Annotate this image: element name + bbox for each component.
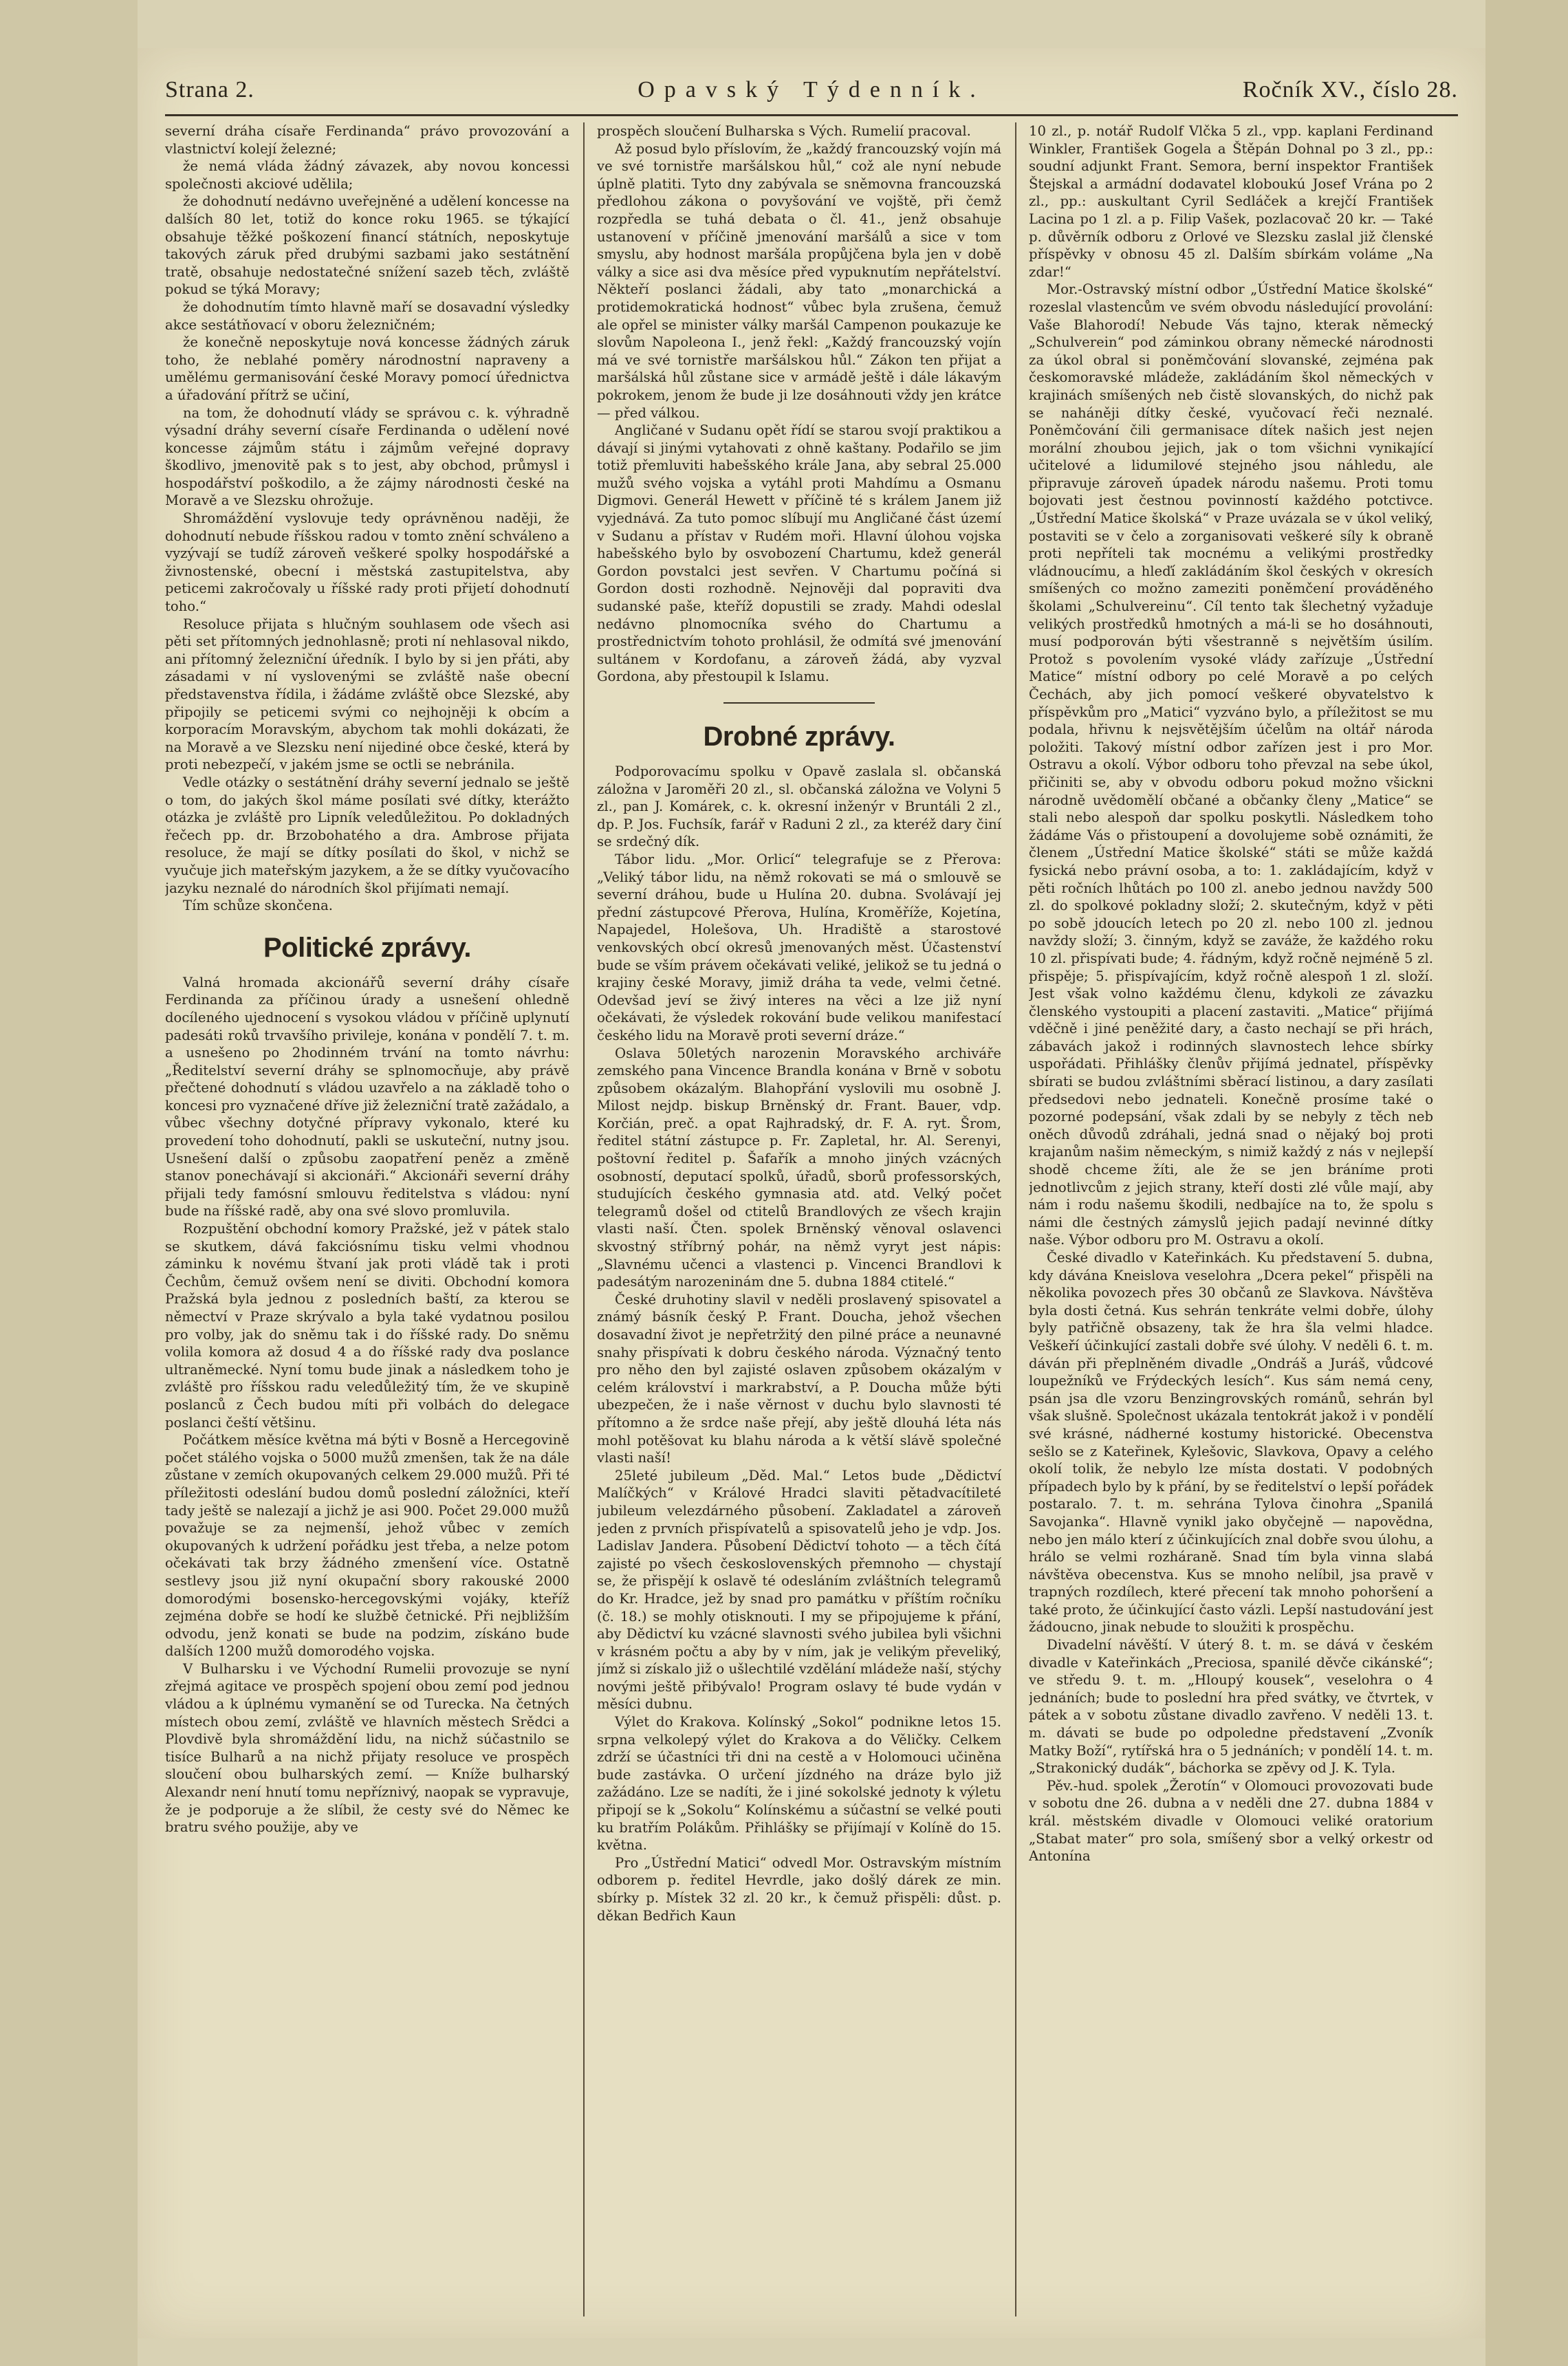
paragraph: Rozpuštění obchodní komory Pražské, jež v pátek stalo se skutkem, dává fakciósnímu tisku velmi vhodnou záminku k novému štvaní jak proti vládě tak i proti Čechům, čemuž ovšem není se diviti. Obchodní komora Pražská byla jednou z posledních baští, za kterou se němectví v Praze skrývalo a byla také vydatnou posilou pro volby, jak do sněmu tak i do říšské rady. Do sněmu volila komora až dosud 4 a do říšské rady dva poslance ultraněmecké. Nyní tomu bude jinak a následkem toho je zvláště pro říšskou radu veledůležitý tím, že ve skupině poslanců z Čech budou míti při volbách do delegace poslanci čeští většinu.: [165, 1221, 569, 1431]
section-rule: [723, 702, 875, 704]
paragraph: Tábor lidu. „Mor. Orlicí“ telegrafuje se z Přerova: „Veliký tábor lidu, na němž rokovati se má o smlouvě se severní dráhou, bude u Hulína 20. dubna. Svolávají jej přední zástupcové Přerova, Hulína, Kroměříže, Kojetína, Napajedel, Holešova, Uh. Hradiště a starostové venkovských obcí okresů jmenovaných měst. Účastenství bude se vším právem očekávati veliké, jelikož se tu jedná o krajiny české Moravy, jimiž dráha ta vede, velmi četné. Odevšad jeví se živý interes na věci a lze již nyní očekávati, že výsledek rokování bude velikou manifestací českého lidu na Moravě proti severní dráze.“: [597, 851, 1001, 1043]
header-rule: [165, 114, 1458, 116]
scan-right-margin: [1485, 0, 1568, 2366]
column-2: [597, 122, 1001, 2316]
newspaper-title: Opavský Týdenník.: [638, 77, 986, 102]
paragraph: Divadelní návěští. V úterý 8. t. m. se dává v českém divadle v Kateřinkách „Preciosa, spanilé děvče cikánské“; ve středu 9. t. m. „Hloupý kousek“, veselohra o 4 jednáních; bude to poslední hra před svátky, ve čtvrtek, v pátek a v sobotu zůstane divadlo zavřeno. V neděli 13. t. m. dávati se bude po odpoledne představení „Zvoník Matky Boží“, rytířská hra o 5 jednáních; v pondělí 14. t. m. „Strakonický dudák“, báchorka se zpěvy od J. K. Tyla.: [1029, 1637, 1433, 1777]
paragraph: prospěch sloučení Bulharska s Vých. Rumelií pracoval.: [597, 123, 971, 139]
paragraph: Podporovacímu spolku v Opavě zaslala sl. občanská záložna v Jaroměři 20 zl., sl. občanská záložna ve Volyni 5 zl., pan J. Komárek, c. k. okresní inženýr v Bruntáli 2 zl., dp. P. Jos. Fuchsík, farář v Raduni 2 zl., za kteréž dary činí se srdečný dík.: [597, 763, 1001, 850]
paragraph: České divadlo v Kateřinkách. Ku představení 5. dubna, kdy dávána Kneislova veselohra „Dcera pekel“ přispěli na několika povozech přes 30 občanů ze Slavkova. Návštěva byla dosti četná. Kus sehrán tenkráte velmi dobře, úlohy byly patřičně obsazeny, tak že hra šla velmi hladce. Veškeří účinkující zastali dobře své úlohy. V neděli 6. t. m. dáván při přeplněném divadle „Ondráš a Juráš, vůdcové loupežníků ve Frýdeckých lesích“. Kus sám nemá ceny, psán jsa dle vzoru Benzingrovských románů, sehrán byl však slušně. Společnost ukázala tentokrát jakož i v pondělí své krásné, nádherné kostumy historické. Obecenstva sešlo se z Kateřinek, Kylešovic, Slavkova, Opavy a celého okolí tolik, že nebylo lze místa dostati. V podobných případech bylo by k přání, by se ředitelství o lepší pořádek postaralo. 7. t. m. sehrána Tylova činohra „Spanilá Savojanka“. Hlavně vynikl jako obyčejně — napovědna, nebo jen málo kterí z účinkujících znal dobře svou úlohu, a hrálo se velmi rozháraně. Snad tím byla vinna slabá návštěva obecenstva. Kus se mnoho nelíbil, jsa pravě v trapných rozdílech, které přecení tak mnoho pohoršení a také proto, že účinkující často vázli. Lepší nastudování jest žádoucno, jinak nebude to sloužiti k prospěchu.: [1029, 1250, 1433, 1636]
page-number: Strana 2.: [165, 77, 254, 102]
paragraph: Oslava 50letých narozenin Moravského archiváře zemského pana Vincence Brandla konána v Brně v sobotu způsobem okázalým. Blahopřání vyslovili mu osobně J. Milost nejdp. biskup Brněnský dr. Frant. Bauer, vdp. Korčián, preč. a opat Rajhradský, dr. F. A. ryt. Šrom, ředitel státní zástupce p. Fr. Zapletal, hr. Al. Serenyi, poštovní ředitel p. Šafařík a mnoho jiných vzácných osobností, deputací spolků, úřadů, sborů professorských, studujících českého gymnasia atd. atd. Velký počet telegramů došel od ctitelů Brandlových ze všech krajin vlasti naší. Čten. spolek Brněnský věnoval oslavenci skvostný stříbrný pohár, na němž vyryt jest nápis: „Slavnému učenci a vlastenci p. Vincenci Brandlovi k padesátým narozeninám dne 5. dubna 1884 ctitelé.“: [597, 1045, 1001, 1290]
paragraph: Vedle otázky o sestátnění dráhy severní jednalo se ještě o tom, do jakých škol máme posílati své dítky, kterážto otázka je zvláště pro Lipník veledůležitou. Po dokladných řečech pp. dr. Brzobohatého a dra. Ambrose přijata resoluce, že mají se dítky posílati do škol, v nichž se vyučuje jich mateřským jazykem, a že se dítky vyučovacího jazyku neznalé do národních škol přijímati nemají.: [165, 774, 569, 896]
paragraph: Mor.-Ostravský místní odbor „Ústřední Matice školské“ rozeslal vlastencům ve svém obvodu následující provolání: Vaše Blahorodí! Nebude Vás tajno, kterak německý „Schulverein“ pod záminkou obrany německé národnosti za úkol obral si poněmčování slovanské, zejména pak českomoravské mládeže, zakládáním škol německých v krajinách smíšených neb čistě slovanských, do nichž pak se naháněji dítky české, vyučovací řeči neznalé. Poněmčování čili germanisace dítek našich jest nejen morální zhoubou jejich, jak o tom všichni vynikající učitelové a lidumilové stejného jsou náhledu, ale připravuje zároveň úpadek národu našemu. Proti tomu bojovati jest čestnou povinností každého potctivce. „Ústřední Matice školská“ v Praze uvázala se v úkol veliký, postaviti se v čelo a zorganisovati veškeré síly k obraně proti nepříteli tak mocnému a velikými prostředky vládnoucímu, a hleďí zakládáním škol českých v okresích smíšených co možno zameziti poněmčení prováděného školami „Schulvereinu“. Cíl tento tak šlechetný vyžaduje velikých prostředků hmotných a má-li se ho dosáhnouti, musí podporován býti všestranně s největším úsilím. Protož s povolením vysoké vlády zařízuje „Ústřední Matice“ místní odbory po celé Moravě a po celých Čechách, aby jich pomocí veškeré obyvatelstvo k příspěvkům pro „Matici“ vyzváno bylo, a příležitost se mu podala, hřivnu k nejsvětějším účelům na oltář národa položiti. Takový místní odbor zařízen jest i pro Mor. Ostravu a okolí. Výbor odboru toho převzal na sebe úkol, přičiniti se, aby v obvodu odboru pokud možno všickni národně uvědomělí občané a občanky členy „Matice“ se stali nebo alespoň dar spolku poskytli. Následkem toho žádáme Vás o přistoupení a dovolujeme sobě oznámiti, že členem „Ústřední Matice školské“ státi se může každá fysická nebo právní osoba, a to: 1. zakládajícím, když v pěti ročních lhůtách po 100 zl. anebo jednou navždy 500 zl. do spolkové pokladny složí; 2. skutečným, když v pěti po sobě jdoucích letech po 20 zl. nebo 100 zl. jednou navždy složí; 3. činným, když se zaváže, že každého roku 10 zl. přispívati bude; 4. řádným, když ročně nejméně 5 zl. přispěje; 5. přispívajícím, když ročně alespoň 1 zl. složí. Jest však volno každému členu, kdykoli ze závazku členského vystoupiti a placení zastaviti. „Matice“ přijímá vděčně i jiné peněžité dary, a často nechají se při hrách, zábavách jakož i rodinných slavnostech lehce sbírky uspořádati. Přihlášky členův přijímá jednatel, příspěvky sbírati se budou zvláštními sběrací listinou, a dary zasílati předsedovi nebo jednateli. Konečně prosíme také o pozorné podepsání, však zdali by se nebyly z těch neb oněch důvodů zdráhali, jedná snad o nějaký boj proti krajanům našim německým, s nimiž každý z nás v nejlepší shodě chceme žíti, ale že se jen bráníme proti jednotlivcům z jejich strany, kteří dosti zlé vůle mají, aby nám i rodu našemu škodili, nedbajíce na to, že spolu s námi dle čestných zámyslů jejich padají nevinné dítky naše. Výbor odboru pro M. Ostravu a okolí.: [1029, 281, 1433, 1248]
paragraph: Resoluce přijata s hlučným souhlasem ode všech asi pěti set přítomných jednohlasně; proti ní nehlasoval nikdo, ani přítomný železniční úředník. I bylo by si jen přáti, aby zásadami v ní vyslovenými se zvláště naše obecní představenstva řídila, i žádáme zvláště obce Slezské, aby připojily se peticemi svými co nejhojněji k obcím a korporacím Moravským, abychom tak mohli dokázati, že na Moravě a ve Slezsku není nijediné obce české, která by proti nebezpečí, v jakém jsme se octli se nebránila.: [165, 616, 569, 773]
paragraph: na tom, že dohodnutí vlády se správou c. k. výhradně výsadní dráhy severní císaře Ferdinanda o udělení nové koncesse zájmům státu i zájmům veřejné dopravy škodlivo, jmenovitě pak s to jest, aby obchod, průmysl i hospodářství poškodilo, a že zájmy národnosti české na Moravě a ve Slezsku ohrožuje.: [165, 404, 569, 509]
section-heading: Politické zprávy.: [263, 932, 471, 963]
paragraph: Valná hromada akcionářů severní dráhy císaře Ferdinanda za příčinou úrady a usnešení ohledně docíleného ujednocení s vysokou vládou v příčině uplynutí padesáti roků trvavšího privileje, konána v pondělí 7. t. m. a usnešeno po 2hodinném trvání na tomto návrhu: „Ředitelství severní dráhy se splnomocňuje, aby právě přečtené dohodnutí s vládou uzavřelo a na základě toho o koncesi pro vyznačené dříve již železniční tratě zažádalo, a vůbec všechny dotyčné přípravy vykonalo, které ku provedení toho dohodnutí, pakli se uskuteční, nutny jsou. Usnešení další o způsobu zaopatření peněz a změně stanov ponechávají si akcionáři.“ Akcionáři severní dráhy přijali tedy famósní smlouvu ředitelstva s vládou: nyní bude na říšské radě, aby ona své slovo promluvila.: [165, 974, 569, 1219]
scan-left-margin: [0, 0, 138, 2366]
paragraph: že nemá vláda žádný závazek, aby novou koncessi společnosti akciové udělila;: [165, 158, 569, 192]
paragraph: Počátkem měsíce května má býti v Bosně a Hercegovině počet stálého vojska o 5000 mužů zmenšen, tak že na dále zůstane v zemích okupovaných celkem 29.000 mužů. Při té příležitosti odeslání budou domů poslední záložníci, kteří tady ještě se nalezají a jichž je asi 900. Počet 29.000 mužů považuje se za nejmenší, jehož vůbec v zemích okupovaných k udržení pořádku jest třeba, a nelze potom očekávati tak brzy žádného zmenšení více. Ostatně sestlevy jsou již nyní okupační sbory rakouské 2000 domorodými bosensko-hercegovskými vojáky, kteříž zejména dobře se hodí ke službě četnické. Při nejbližším odvodu, jenž konati se bude na podzim, získáno bude dalších 1200 mužů domorodého vojska.: [165, 1432, 569, 1660]
paragraph: Výlet do Krakova. Kolínský „Sokol“ podnikne letos 15. srpna velkolepý výlet do Krakova a do Věličky. Celkem zdrží se účastníci tři dni na cestě a v Holomouci učiněna bude zastávka. O určení jízdného na dráze bylo již zažádáno. Lze se nadíti, že i jiné sokolské jednoty k výletu připojí se k „Sokolu“ Kolínskému a súčastní se velké pouti ku bratřím Polákům. Přihlášky se přijímají v Kolíně do 15. května.: [597, 1714, 1001, 1854]
column-1: [165, 122, 569, 2316]
paragraph: Pro „Ústřední Matici“ odvedl Mor. Ostravským místním odborem p. ředitel Hevrdle, jako došlý dárek ze min. sbírky p. Místek 32 zl. 20 kr., k čemuž přispěli: důst. p. děkan Bedřich Kaun: [597, 1854, 1001, 1924]
paragraph: České druhotiny slavil v neděli proslavený spisovatel a známý básník český P. Frant. Doucha, jehož všechen dosavadní život je nepřetržitý den pilné práce a neunavné snahy přispívati k dobru českého národa. Význačný tento pro něho den byl zajisté oslaven způsobem okázalým v celém království i markrabství, a P. Doucha může býti ubezpečen, že i naše věrnost v duchu bylo slavnosti té přítomno a že srdce naše přejí, aby ještě dlouhá léta nás mohl potěšovat ku blahu národa a k větší slávě společné vlasti naší!: [597, 1291, 1001, 1466]
issue-info: Ročník XV., číslo 28.: [1242, 77, 1458, 102]
paragraph: že dohodnutí nedávno uveřejněné a udělení koncesse na dalších 80 let, totiž do konce roku 1965. se týkající obsahuje těžké poškození financí státních, neposkytuje takových záruk před drubými sazbami jako sestátnění tratě, obsahuje nedostatečné snížení sazeb těch, zvláště pokud se týká Moravy;: [165, 193, 569, 298]
column-divider: [583, 122, 585, 2316]
paragraph: že dohodnutím tímto hlavně maří se dosavadní výsledky akce sestátňovací v oboru železničném;: [165, 299, 569, 333]
paragraph: Tím schůze skončena.: [183, 898, 333, 914]
paragraph: Angličané v Sudanu opět řídí se starou svojí praktikou a dávají si jinými vytahovati z ohně kaštany. Podařilo se jim totiž přemluviti habešského krále Jana, aby sebral 25.000 mužů svého vojska a vytáhl proti Mahdímu a Osmanu Digmovi. Generál Hewett v příčině té s králem Janem již vyjednává. Za tuto pomoc slíbují mu Angličané část území v Sudanu a přístav v Rudém moři. Hlavní úlohou vojska habešského bylo by osvobození Chartumu, kdež generál Gordon povstalci jest sevřen. V Chartumu počíná si Gordon dosti rozhodně. Nejnověji dal popraviti dva sudanské paše, kteříž dopustili se zrady. Mahdi odeslal nedávno plnomocníka svého do Chartumu a prostřednictvím tohoto prohlásil, že odmítá své jmenování sultánem v Kordofanu, a zároveň žádá, aby vyzval Gordona, aby přestoupil k Islamu.: [597, 422, 1001, 685]
paragraph: V Bulharsku i ve Východní Rumelii provozuje se nyní zřejmá agitace ve prospěch spojení obou zemí pod jednou vládou a k úplnému vymanění se od Turecka. Na četných místech obou zemí, zvláště ve hlavních městech Srědci a Plovdivě byla shromáždění lidu, na nichž súčastnilo se tisíce Bulharů a na nichž přijaty resoluce ve prospěch sloučení obou bulharských zemí. — Kníže bulharský Alexandr není hnutí tomu nepříznivý, naopak se vypravuje, že je podporuje a že slíbil, že cesty své do Němec ke bratru svého použije, aby ve: [165, 1660, 569, 1836]
paragraph: severní dráha císaře Ferdinanda“ právo provozování a vlastnictví kolejí železné;: [165, 123, 569, 157]
page-header: [165, 70, 1458, 118]
paragraph: Shromáždění vyslovuje tedy oprávněnou naději, že dohodnutí nebude říšskou radou v tomto znění schváleno a vyzývají se tudíž zároveň veškeré spolky hospodářské a živnostenské, obecní i městská zastupitelstva, aby peticemi zakročovaly u říšské rady proti přijetí dohodnutí toho.“: [165, 510, 569, 615]
paragraph: 25leté jubileum „Děd. Mal.“ Letos bude „Dědictví Malíčkých“ v Králové Hradci slaviti pětadvacítileté jubileum velezdárného působení. Zakladatel a zároveň jeden z prvních přispívatelů a spisovatelů jeho je vdp. Jos. Ladislav Jandera. Působení Dědictví tohoto — a těch čítá zajisté po všech československých přemnoho — chystají se, že přispějí k oslavě té odesláním zvláštních telegramů do Kr. Hradce, jež by snad pro památku v příštím ročníku (č. 18.) se mohly otisknouti. I my se připojujeme k přání, aby Dědictví ku vzácné slavnosti svého jubilea byli všichni v krásném počtu a aby by v ním, jak je velikým převeliký, jímž si získalo již o ušlechtilé vzdělání mládeže naší, stýchy novými ještě přibývalo! Program oslavy té bude vydán v měsíci dubnu.: [597, 1467, 1001, 1713]
paragraph: Pěv.-hud. spolek „Žerotín“ v Olomouci provozovati bude v sobotu dne 26. dubna a v neděli dne 27. dubna 1884 v král. městském divadle v Olomouci veliké oratorium „Stabat mater“ pro sola, smíšený sbor a velký orkestr od Antonína: [1029, 1777, 1433, 1865]
section-heading: Drobné zprávy.: [703, 721, 895, 752]
newspaper-page: [138, 48, 1485, 2338]
column-3: [1029, 122, 1433, 2316]
column-divider: [1015, 122, 1016, 2316]
paragraph: Až posud bylo příslovím, že „každý francouzský vojín má ve své tornistře maršálskou hůl,“ což ale nyní nebude úplně platiti. Tyto dny zabývala se sněmovna francouzská předlohou zákona o povyšování ve vojště, při čemž rozpředla se tuhá debata o čl. 41., jenž obsahuje ustanovení v příčině jmenování maršálů a sice v tom smyslu, aby hodnost maršála propůjčena byla jen v době války a sice asi dva měsíce před vypuknutím nepřátelství. Někteří poslanci žádali, aby tato „monarchická a protidemokratická hodnost“ vůbec byla zrušena, čemuž ale opřel se minister války maršál Campenon poukazuje ke slovům Napoleona I., jenž řekl: „Každý francouzský vojín má ve své tornistře maršálskou hůl.“ Zákon ten přijat a maršálská hůl zůstane sice v armádě ještě i dále lákavým pokrokem, jenom že bude ji lze dosáhnouti vždy jen krátce — před válkou.: [597, 140, 1001, 421]
paragraph: že konečně neposkytuje nová koncesse žádných záruk toho, že neblahé poměry národnostní napraveny a umělému germanisování české Moravy pomocí úřednictva a úřadování přítrž se učiní,: [165, 334, 569, 403]
paragraph: 10 zl., p. notář Rudolf Vlčka 5 zl., vpp. kaplani Ferdinand Winkler, František Gogela a Štěpán Dohnal po 3 zl., pp.: soudní adjunkt Frant. Semora, berní inspektor František Štejskal a armádní dodavatel kloboukú Josef Vrána po 2 zl., pp.: auskultant Cyril Sedláček a krejčí František Lacina po 1 zl. a p. Filip Vašek, pozlacovač 20 kr. — Také p. důvěrník odboru z Orlové ve Slezsku zaslal již členské příspěvky v obnosu 45 zl. Dalším sbírkám voláme „Na zdar!“: [1029, 123, 1433, 280]
